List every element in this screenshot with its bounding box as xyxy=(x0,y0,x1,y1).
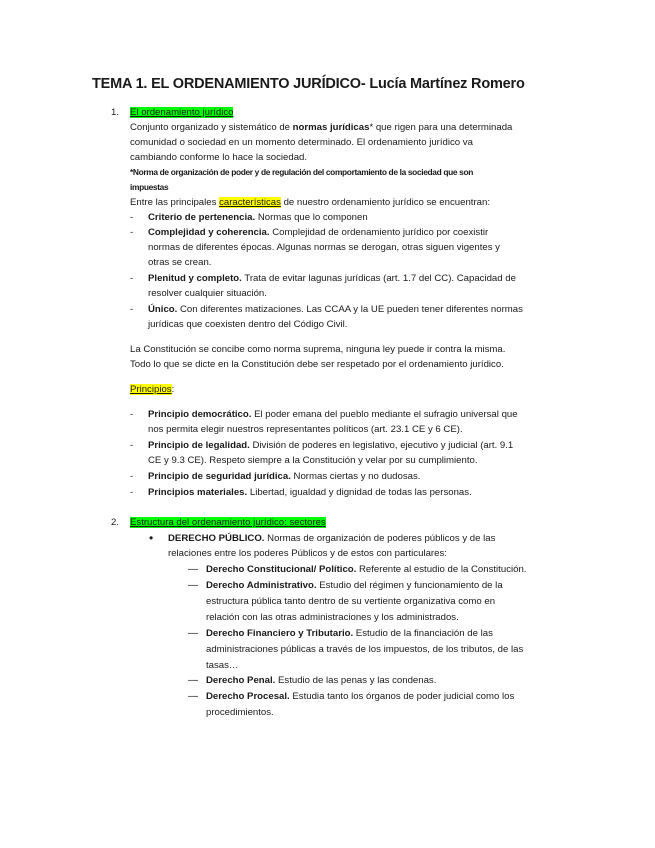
principle-1: Principio democrático. El poder emana del pueblo mediante el sufragio universal que xyxy=(148,409,518,420)
characteristic-2-line-3: otras se crean. xyxy=(148,257,212,268)
emdash-marker: — xyxy=(188,628,198,639)
dash-marker: - xyxy=(130,304,134,315)
dash-marker: - xyxy=(130,212,134,223)
section-2-number: 2. xyxy=(111,517,120,528)
characteristic-3-line-2: resolver cualquier situación. xyxy=(148,288,267,299)
law-branch-1: Derecho Constitucional/ Político. Referente al estudio de la Constitución. xyxy=(206,564,527,575)
law-branch-3-line-2: administraciones públicas a través de los impuestos, de los tributos, de las xyxy=(206,644,524,655)
section-2-heading-text: Estructura del ordenamiento jurídico: sectores xyxy=(130,517,326,528)
law-branch-4: Derecho Penal. Estudio de las penas y las condenas. xyxy=(206,675,437,686)
section-1-number: 1. xyxy=(111,107,120,118)
section-1-heading xyxy=(130,105,233,120)
law-branch-5-line-2: procedimientos. xyxy=(206,707,274,718)
principle-2-line-2: CE y 9.3 CE). Respeto siempre a la Constitución y velar por su cumplimiento. xyxy=(148,455,478,466)
characteristic-2: Complejidad y coherencia. Complejidad de ordenamiento jurídico por coexistir xyxy=(148,227,489,238)
definition-line-1: Conjunto organizado y sistemático de normas jurídicas* que rigen para una determinada xyxy=(130,122,513,133)
law-branch-5: Derecho Procesal. Estudia tanto los órganos de poder judicial como los xyxy=(206,691,515,702)
dash-marker: - xyxy=(130,487,134,498)
constitution-line-1: La Constitución se concibe como norma suprema, ninguna ley puede ir contra la misma. xyxy=(130,344,506,355)
dash-marker: - xyxy=(130,273,134,284)
characteristics-intro: Entre las principales características de nuestro ordenamiento jurídico se encuentran: xyxy=(130,197,490,208)
principles-heading: Principios: xyxy=(130,384,175,395)
law-branch-3-line-3: tasas… xyxy=(206,660,239,671)
public-law-line-2: relaciones entre los poderes Públicos y de estos con particulares: xyxy=(168,548,447,559)
bullet-icon: • xyxy=(149,531,154,545)
characteristic-4: Único. Con diferentes matizaciones. Las CCAA y la UE pueden tener diferentes normas xyxy=(148,304,523,315)
emdash-marker: — xyxy=(188,675,198,686)
characteristics-highlight: características xyxy=(219,197,281,208)
principle-4: Principios materiales. Libertad, igualdad y dignidad de todas las personas. xyxy=(148,487,472,498)
law-branch-3: Derecho Financiero y Tributario. Estudio de la financiación de las xyxy=(206,628,493,639)
emdash-marker: — xyxy=(188,691,198,702)
characteristic-2-line-2: normas de diferentes épocas. Algunas normas se derogan, otras siguen vigentes y xyxy=(148,242,500,253)
law-branch-2: Derecho Administrativo. Estudio del régimen y funcionamiento de la xyxy=(206,580,503,591)
section-1-heading-text: El ordenamiento jurídico xyxy=(130,107,234,118)
emdash-marker: — xyxy=(188,580,198,591)
dash-marker: - xyxy=(130,440,134,451)
dash-marker: - xyxy=(130,471,134,482)
definition-line-2: comunidad o sociedad en un momento determinado. El ordenamiento jurídico va xyxy=(130,137,473,148)
law-branch-2-line-3: relación con las otras administraciones y los administrados. xyxy=(206,612,459,623)
footnote-line-1: *Norma de organización de poder y de regulación del comportamiento de la sociedad que son xyxy=(130,167,474,177)
principle-1-line-2: nos permita elegir nuestros representantes políticos (art. 23.1 CE y 6 CE). xyxy=(148,424,463,435)
principle-2: Principio de legalidad. División de poderes en legislativo, ejecutivo y judicial (art. 9.1 xyxy=(148,440,514,451)
dash-marker: - xyxy=(130,227,134,238)
characteristic-4-line-2: jurídicas que coexisten dentro del Código Civil. xyxy=(148,319,348,330)
definition-line-3: cambiando conforme lo hace la sociedad. xyxy=(130,152,308,163)
page-title: TEMA 1. EL ORDENAMIENTO JURÍDICO- Lucía Martínez Romero xyxy=(92,76,525,92)
dash-marker: - xyxy=(130,409,134,420)
law-branch-2-line-2: estructura pública tanto dentro de su vertiente organizativa como en xyxy=(206,596,496,607)
principle-3: Principio de seguridad jurídica. Normas ciertas y no dudosas. xyxy=(148,471,421,482)
section-2-heading xyxy=(130,515,326,530)
public-law-item: DERECHO PÚBLICO. Normas de organización de poderes públicos y de las xyxy=(168,533,496,544)
footnote-line-2: impuestas xyxy=(130,182,169,192)
characteristic-3: Plenitud y completo. Trata de evitar lagunas jurídicas (art. 1.7 del CC). Capacidad de xyxy=(148,273,516,284)
characteristic-1: Criterio de pertenencia. Normas que lo componen xyxy=(148,212,368,223)
constitution-line-2: Todo lo que se dicte en la Constitución debe ser respetado por el ordenamiento jurídico. xyxy=(130,359,504,370)
emdash-marker: — xyxy=(188,564,198,575)
